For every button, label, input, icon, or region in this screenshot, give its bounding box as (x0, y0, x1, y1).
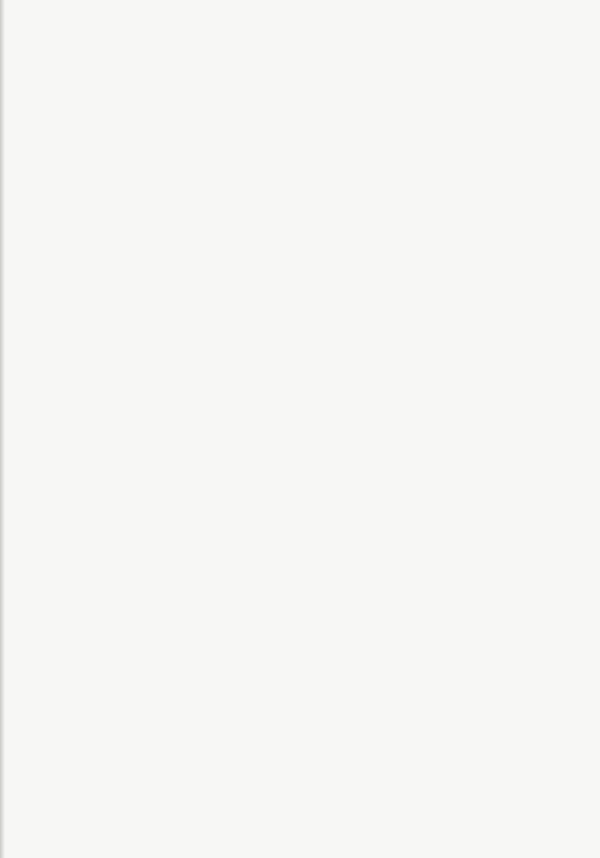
page-edge-shadow (0, 0, 5, 858)
toc-entry-chapter[interactable] (0, 79, 600, 94)
toc-entry-part-authors[interactable] (0, 376, 600, 391)
